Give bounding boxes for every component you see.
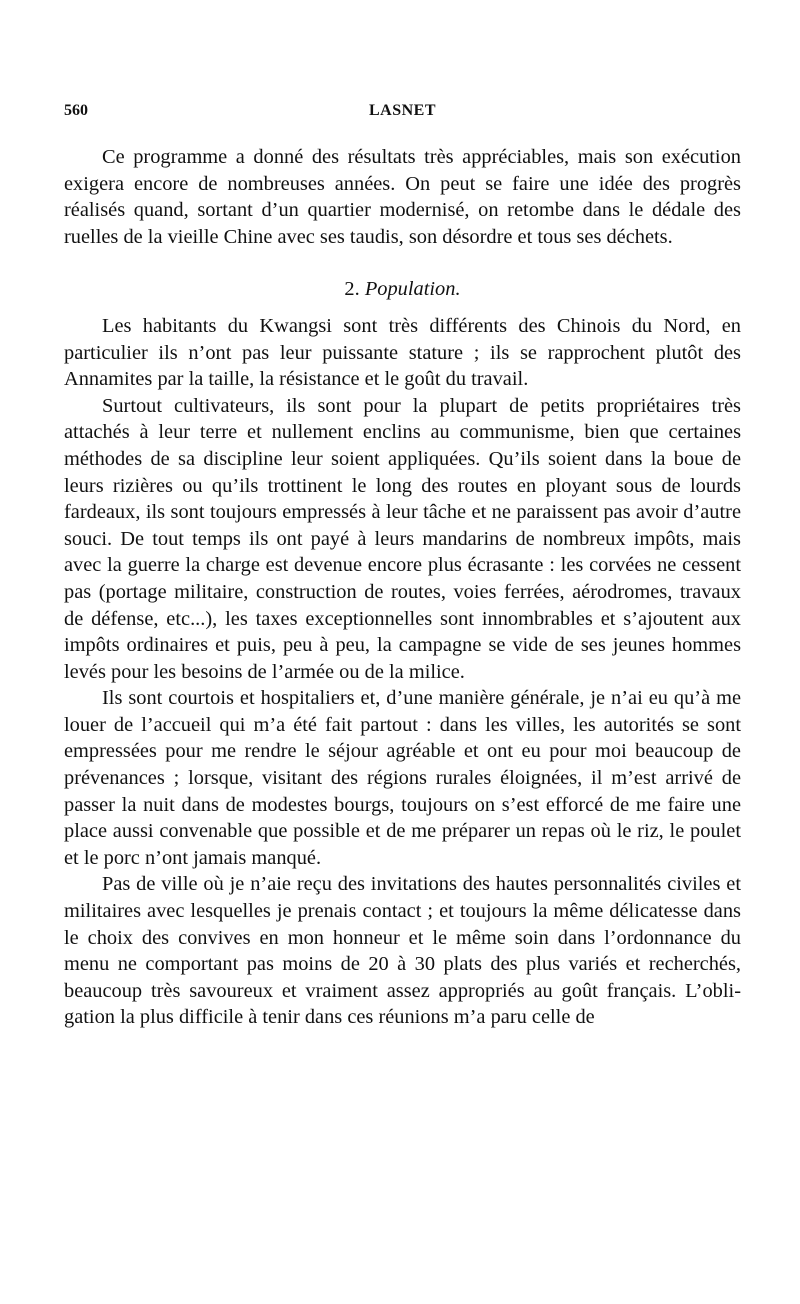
body-text [64, 144, 741, 1031]
section-title: Population. [364, 278, 461, 301]
paragraph: Pas de ville où je n’aie reçu des invitations des hautes personnalités civiles et militaires avec lesquelles je prenais contact ; et toujours la même délicatesse dans le choix des convives en mon honneur et le même soin dans l’ordonnance du menu ne comportant pas moins de 20 à 30 plats des plus variés et recherchés, beaucoup très savoureux et vraiment assez appropriés au goût français. L’obligation la plus difficile à tenir dans ces réunions m’a paru celle de [64, 873, 741, 1029]
section-number: 2. [344, 278, 360, 301]
paragraph: Les habitants du Kwangsi sont très différents des Chinois du Nord, en particulier ils n’ont pas leur puissante stature ; ils se rapprochent plutôt des Annamites par la taille, la résistance et le goût du travail. [64, 314, 741, 391]
section-heading [64, 276, 741, 303]
paragraph: Surtout cultivateurs, ils sont pour la plupart de petits propriétaires très attachés à leur terre et nullement enclins au communisme, bien que certaines méthodes de sa discipline leur soient appliquées. Qu’ils soient dans la boue de leurs rizières ou qu’ils trottinent le long des routes en ployant sous de lourds fardeaux, ils sont toujours empressés à leur tâche et ne paraissent pas avoir d’autre souci. De tout temps ils ont payé à leurs mandarins de nombreux impôts, mais avec la guerre la charge est devenue encore plus écrasante : les corvées ne cessent pas (portage militaire, construction de routes, voies ferrées, aérodromes, travaux de défense, etc...), les taxes exceptionnelles sont innombrables et s’ajoutent aux impôts ordinaires et puis, peu à peu, la campagne se vide de ses jeunes hommes levés pour les besoins de l’armée ou de la milice. [64, 394, 741, 683]
book-page [64, 100, 741, 1031]
page-number: 560 [64, 102, 88, 119]
paragraph: Ce programme a donné des résultats très appréciables, mais son exécution exigera encore de nombreuses années. On peut se faire une idée des progrès réalisés quand, sortant d’un quartier modernisé, on retombe dans le dédale des ruelles de la vieille Chine avec ses taudis, son désordre et tous ses déchets. [64, 146, 741, 248]
running-head [64, 100, 741, 124]
running-title: LASNET [368, 102, 437, 119]
paragraph: Ils sont courtois et hospitaliers et, d’une manière générale, je n’ai eu qu’à me louer de l’accueil qui m’a été fait partout : dans les villes, les autorités se sont empressées pour me rendre le séjour agréable et ont eu pour moi beaucoup de prévenances ; lorsque, visitant des régions rurales éloignées, il m’est arrivé de passer la nuit dans de modestes bourgs, toujours on s’est efforcé de me faire une place aussi convenable que possible et de me préparer un repas où le riz, le poulet et le porc n’ont jamais manqué. [64, 687, 741, 869]
